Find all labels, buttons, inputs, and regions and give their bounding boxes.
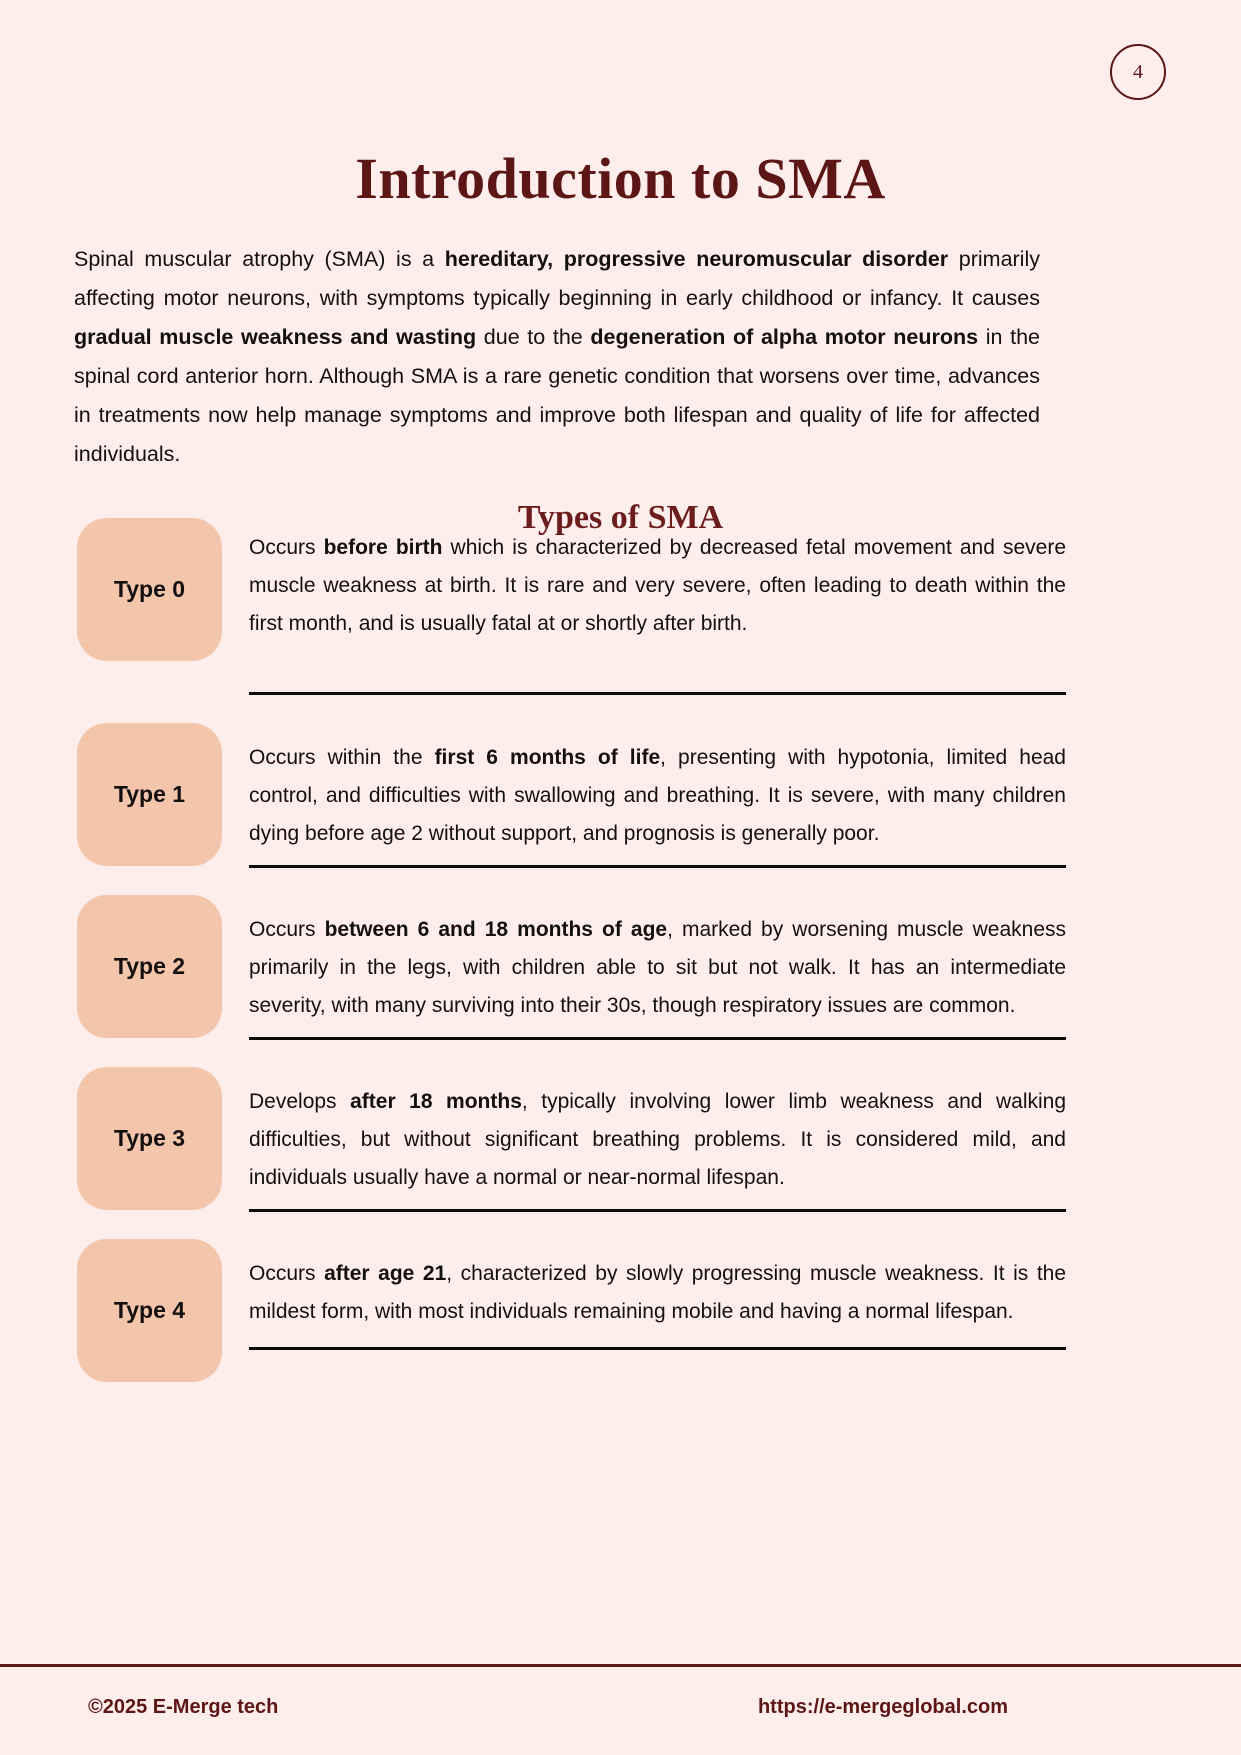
type-divider (249, 865, 1066, 868)
type-description: Occurs between 6 and 18 months of age, marked by worsening muscle weakness primarily in the legs, with children able to sit but not walk. It has an intermediate severity, with many surviving into their 30s, though respiratory issues are common. (249, 918, 1066, 1017)
intro-paragraph: Spinal muscular atrophy (SMA) is a hereditary, progressive neuromuscular disorder primarily affecting motor neurons, with symptoms typically beginning in early childhood or infancy. It causes gradual muscle weakness and wasting due to the degeneration of alpha motor neurons in the spinal cord anterior horn. Although SMA is a rare genetic condition that worsens over time, advances in treatments now help manage symptoms and improve both lifespan and quality of life for affected individuals. (74, 246, 1040, 466)
type-divider (249, 1347, 1066, 1350)
type-row (0, 895, 1241, 1040)
type-body (222, 513, 1066, 695)
type-divider (249, 692, 1066, 695)
type-description: Occurs after age 21, characterized by slowly progressing muscle weakness. It is the mildest form, with most individuals remaining mobile and having a normal lifespan. (249, 1262, 1067, 1323)
type-row (0, 513, 1241, 695)
page-number-badge (1110, 44, 1166, 100)
footer-website-link[interactable]: https://e-mergeglobal.com (757, 1696, 1008, 1718)
type-badge (77, 1067, 222, 1210)
type-badge (77, 518, 222, 661)
footer-copyright: ©2025 E-Merge tech (88, 1696, 279, 1718)
type-badge-label: Type 4 (113, 1297, 186, 1323)
type-description: Occurs before birth which is characterized by decreased fetal movement and severe muscle weakness at birth. It is rare and very severe, often leading to death within the first month, and is usually fatal at or shortly after birth. (249, 536, 1067, 635)
type-badge-label: Type 0 (113, 576, 186, 602)
type-body (222, 895, 1066, 1040)
type-body (222, 1067, 1066, 1212)
type-divider (249, 1037, 1066, 1040)
page-footer (0, 1664, 1241, 1755)
type-row (0, 723, 1241, 868)
type-badge-label: Type 3 (113, 1125, 186, 1151)
section-heading-types-of-sma: Types of SMA (517, 499, 724, 537)
type-body (222, 1239, 1066, 1382)
type-divider (249, 1209, 1066, 1212)
type-badge (77, 1239, 222, 1382)
type-badge-label: Type 2 (113, 953, 186, 979)
type-badge (77, 895, 222, 1038)
page-number-value: 4 (1133, 61, 1143, 83)
page-title: Introduction to SMA (355, 145, 886, 211)
type-row (0, 1067, 1241, 1212)
type-description: Occurs within the first 6 months of life, presenting with hypotonia, limited head control, and difficulties with swallowing and breathing. It is severe, with many children dying before age 2 without support, and prognosis is generally poor. (249, 746, 1066, 845)
type-badge-label: Type 1 (113, 781, 186, 807)
type-body (222, 723, 1066, 868)
type-badge (77, 723, 222, 866)
types-list (0, 513, 1241, 1382)
type-description: Develops after 18 months, typically involving lower limb weakness and walking difficulties, but without significant breathing problems. It is considered mild, and individuals usually have a normal or near-normal lifespan. (249, 1090, 1067, 1189)
type-row (0, 1239, 1241, 1382)
